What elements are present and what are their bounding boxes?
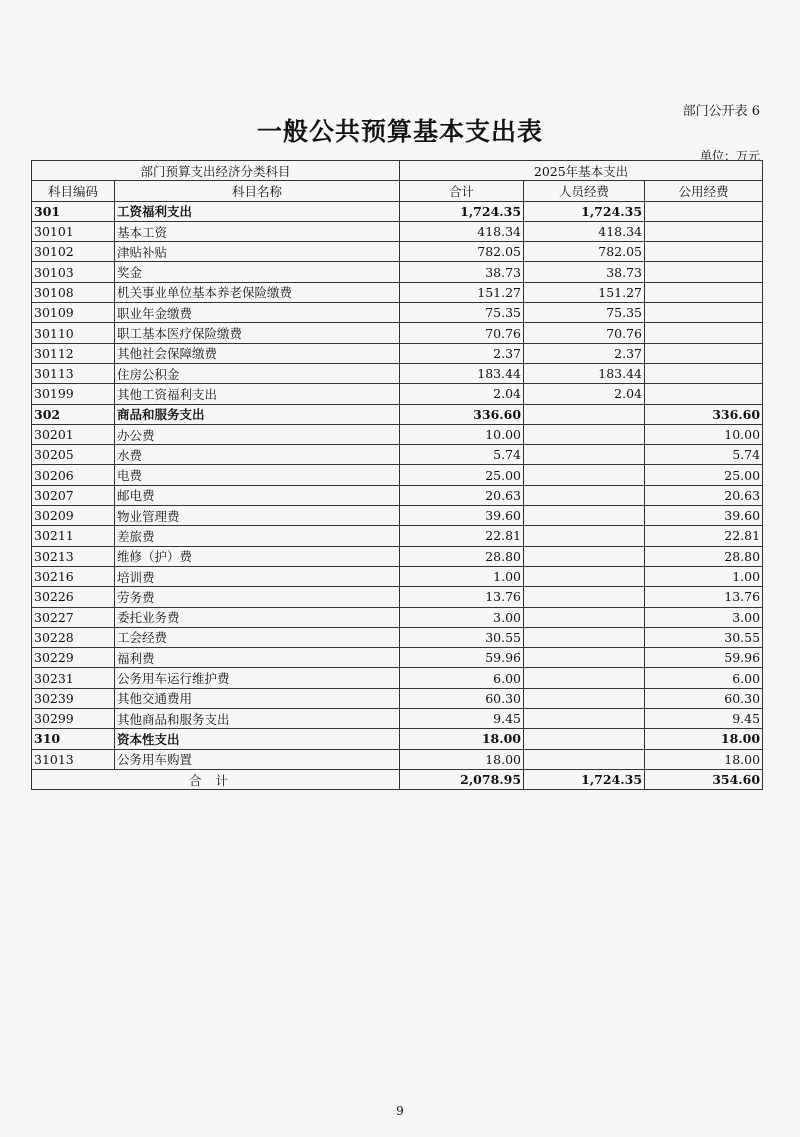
table-row xyxy=(32,546,763,566)
cell-name: 公务用车购置 xyxy=(115,749,400,769)
cell-total: 22.81 xyxy=(400,526,524,546)
total-amount: 2,078.95 xyxy=(400,769,524,789)
cell-personnel: 183.44 xyxy=(524,363,645,383)
cell-name: 劳务费 xyxy=(115,587,400,607)
cell-public: 6.00 xyxy=(645,668,763,688)
cell-name: 邮电费 xyxy=(115,485,400,505)
cell-total: 59.96 xyxy=(400,648,524,668)
cell-code: 30229 xyxy=(32,648,115,668)
cell-code: 30228 xyxy=(32,627,115,647)
table-row xyxy=(32,648,763,668)
cell-code: 30108 xyxy=(32,282,115,302)
cell-total: 5.74 xyxy=(400,445,524,465)
cell-code: 30201 xyxy=(32,424,115,444)
cell-name: 水费 xyxy=(115,445,400,465)
table-row xyxy=(32,566,763,586)
cell-public: 39.60 xyxy=(645,506,763,526)
cell-public: 25.00 xyxy=(645,465,763,485)
section-row xyxy=(32,404,763,424)
cell-code: 30103 xyxy=(32,262,115,282)
cell-public: 30.55 xyxy=(645,627,763,647)
header-column-row xyxy=(32,181,763,201)
cell-name: 资本性支出 xyxy=(115,729,400,749)
cell-total: 39.60 xyxy=(400,506,524,526)
header-group-left: 部门预算支出经济分类科目 xyxy=(32,161,400,181)
cell-name: 其他交通费用 xyxy=(115,688,400,708)
cell-public: 10.00 xyxy=(645,424,763,444)
table-row xyxy=(32,627,763,647)
table-row xyxy=(32,688,763,708)
cell-personnel xyxy=(524,424,645,444)
cell-total: 3.00 xyxy=(400,607,524,627)
cell-personnel: 75.35 xyxy=(524,303,645,323)
cell-total: 2.04 xyxy=(400,384,524,404)
cell-code: 310 xyxy=(32,729,115,749)
table-row xyxy=(32,242,763,262)
total-personnel: 1,724.35 xyxy=(524,769,645,789)
table-row xyxy=(32,526,763,546)
cell-public: 18.00 xyxy=(645,749,763,769)
cell-total: 6.00 xyxy=(400,668,524,688)
cell-total: 20.63 xyxy=(400,485,524,505)
page-tag: 部门公开表 6 xyxy=(682,104,760,119)
table-row xyxy=(32,424,763,444)
cell-personnel xyxy=(524,607,645,627)
cell-name: 奖金 xyxy=(115,262,400,282)
unit-label: 单位：万元 xyxy=(699,149,760,163)
table-body xyxy=(32,201,763,769)
cell-code: 30199 xyxy=(32,384,115,404)
cell-public xyxy=(645,323,763,343)
cell-public xyxy=(645,262,763,282)
cell-total: 18.00 xyxy=(400,729,524,749)
table-row xyxy=(32,221,763,241)
cell-total: 75.35 xyxy=(400,303,524,323)
cell-total: 2.37 xyxy=(400,343,524,363)
cell-public: 1.00 xyxy=(645,566,763,586)
cell-total: 25.00 xyxy=(400,465,524,485)
cell-name: 机关事业单位基本养老保险缴费 xyxy=(115,282,400,302)
table-row xyxy=(32,384,763,404)
cell-code: 30101 xyxy=(32,221,115,241)
cell-personnel xyxy=(524,526,645,546)
cell-personnel xyxy=(524,465,645,485)
cell-total: 30.55 xyxy=(400,627,524,647)
cell-code: 30211 xyxy=(32,526,115,546)
cell-name: 电费 xyxy=(115,465,400,485)
cell-personnel xyxy=(524,445,645,465)
total-label: 合计 xyxy=(32,769,400,789)
table-row xyxy=(32,749,763,769)
cell-code: 30216 xyxy=(32,566,115,586)
table-row xyxy=(32,587,763,607)
table-row xyxy=(32,506,763,526)
table-row xyxy=(32,262,763,282)
table-row xyxy=(32,485,763,505)
cell-personnel: 2.04 xyxy=(524,384,645,404)
cell-personnel: 1,724.35 xyxy=(524,201,645,221)
cell-name: 工资福利支出 xyxy=(115,201,400,221)
budget-table xyxy=(31,160,763,790)
table-row xyxy=(32,709,763,729)
cell-personnel xyxy=(524,546,645,566)
cell-personnel xyxy=(524,485,645,505)
cell-code: 30110 xyxy=(32,323,115,343)
cell-name: 福利费 xyxy=(115,648,400,668)
cell-personnel xyxy=(524,688,645,708)
cell-personnel xyxy=(524,587,645,607)
table-row xyxy=(32,323,763,343)
cell-total: 418.34 xyxy=(400,221,524,241)
cell-code: 302 xyxy=(32,404,115,424)
cell-code: 301 xyxy=(32,201,115,221)
cell-code: 30112 xyxy=(32,343,115,363)
cell-public xyxy=(645,363,763,383)
cell-personnel: 782.05 xyxy=(524,242,645,262)
cell-code: 30205 xyxy=(32,445,115,465)
table-row xyxy=(32,303,763,323)
cell-public xyxy=(645,343,763,363)
header-name: 科目名称 xyxy=(115,181,400,201)
cell-total: 13.76 xyxy=(400,587,524,607)
total-row xyxy=(32,769,763,789)
cell-name: 公务用车运行维护费 xyxy=(115,668,400,688)
table-row xyxy=(32,343,763,363)
table-row xyxy=(32,282,763,302)
cell-total: 28.80 xyxy=(400,546,524,566)
cell-code: 30207 xyxy=(32,485,115,505)
cell-code: 30209 xyxy=(32,506,115,526)
cell-personnel: 2.37 xyxy=(524,343,645,363)
cell-name: 维修（护）费 xyxy=(115,546,400,566)
cell-personnel xyxy=(524,627,645,647)
cell-code: 30213 xyxy=(32,546,115,566)
cell-public xyxy=(645,221,763,241)
cell-code: 30239 xyxy=(32,688,115,708)
cell-total: 1.00 xyxy=(400,566,524,586)
cell-code: 30226 xyxy=(32,587,115,607)
cell-personnel xyxy=(524,668,645,688)
cell-public: 28.80 xyxy=(645,546,763,566)
cell-personnel xyxy=(524,749,645,769)
cell-name: 住房公积金 xyxy=(115,363,400,383)
cell-name: 物业管理费 xyxy=(115,506,400,526)
table-row xyxy=(32,607,763,627)
cell-public: 5.74 xyxy=(645,445,763,465)
cell-name: 工会经费 xyxy=(115,627,400,647)
cell-name: 培训费 xyxy=(115,566,400,586)
cell-code: 30206 xyxy=(32,465,115,485)
cell-personnel: 151.27 xyxy=(524,282,645,302)
cell-name: 其他工资福利支出 xyxy=(115,384,400,404)
cell-total: 151.27 xyxy=(400,282,524,302)
cell-name: 其他商品和服务支出 xyxy=(115,709,400,729)
table-row xyxy=(32,668,763,688)
cell-personnel: 70.76 xyxy=(524,323,645,343)
cell-name: 职工基本医疗保险缴费 xyxy=(115,323,400,343)
cell-name: 基本工资 xyxy=(115,221,400,241)
cell-total: 9.45 xyxy=(400,709,524,729)
cell-name: 差旅费 xyxy=(115,526,400,546)
cell-personnel: 418.34 xyxy=(524,221,645,241)
cell-public: 13.76 xyxy=(645,587,763,607)
table-row xyxy=(32,465,763,485)
cell-public xyxy=(645,384,763,404)
cell-total: 70.76 xyxy=(400,323,524,343)
cell-public xyxy=(645,282,763,302)
cell-personnel xyxy=(524,404,645,424)
cell-name: 其他社会保障缴费 xyxy=(115,343,400,363)
cell-personnel xyxy=(524,566,645,586)
cell-personnel xyxy=(524,709,645,729)
cell-code: 31013 xyxy=(32,749,115,769)
cell-total: 782.05 xyxy=(400,242,524,262)
table-row xyxy=(32,445,763,465)
cell-total: 336.60 xyxy=(400,404,524,424)
cell-public: 59.96 xyxy=(645,648,763,668)
cell-personnel xyxy=(524,729,645,749)
header-group-row xyxy=(32,161,763,181)
cell-code: 30227 xyxy=(32,607,115,627)
cell-code: 30113 xyxy=(32,363,115,383)
cell-personnel xyxy=(524,648,645,668)
section-row xyxy=(32,201,763,221)
cell-public: 22.81 xyxy=(645,526,763,546)
cell-code: 30231 xyxy=(32,668,115,688)
page-number: 9 xyxy=(396,1104,404,1118)
cell-public xyxy=(645,201,763,221)
cell-total: 183.44 xyxy=(400,363,524,383)
cell-name: 委托业务费 xyxy=(115,607,400,627)
section-row xyxy=(32,729,763,749)
header-code: 科目编码 xyxy=(32,181,115,201)
header-public: 公用经费 xyxy=(645,181,763,201)
header-personnel: 人员经费 xyxy=(524,181,645,201)
cell-total: 38.73 xyxy=(400,262,524,282)
cell-total: 10.00 xyxy=(400,424,524,444)
cell-public xyxy=(645,242,763,262)
cell-personnel: 38.73 xyxy=(524,262,645,282)
cell-total: 18.00 xyxy=(400,749,524,769)
cell-public: 3.00 xyxy=(645,607,763,627)
cell-public xyxy=(645,303,763,323)
cell-public: 18.00 xyxy=(645,729,763,749)
cell-code: 30109 xyxy=(32,303,115,323)
cell-code: 30102 xyxy=(32,242,115,262)
page-title: 一般公共预算基本支出表 xyxy=(256,117,543,146)
cell-public: 20.63 xyxy=(645,485,763,505)
cell-total: 1,724.35 xyxy=(400,201,524,221)
cell-personnel xyxy=(524,506,645,526)
cell-public: 9.45 xyxy=(645,709,763,729)
cell-name: 职业年金缴费 xyxy=(115,303,400,323)
cell-public: 336.60 xyxy=(645,404,763,424)
total-public: 354.60 xyxy=(645,769,763,789)
table-row xyxy=(32,363,763,383)
cell-public: 60.30 xyxy=(645,688,763,708)
cell-name: 办公费 xyxy=(115,424,400,444)
cell-code: 30299 xyxy=(32,709,115,729)
cell-total: 60.30 xyxy=(400,688,524,708)
cell-name: 津贴补贴 xyxy=(115,242,400,262)
cell-name: 商品和服务支出 xyxy=(115,404,400,424)
header-group-right: 2025年基本支出 xyxy=(400,161,763,181)
header-total: 合计 xyxy=(400,181,524,201)
